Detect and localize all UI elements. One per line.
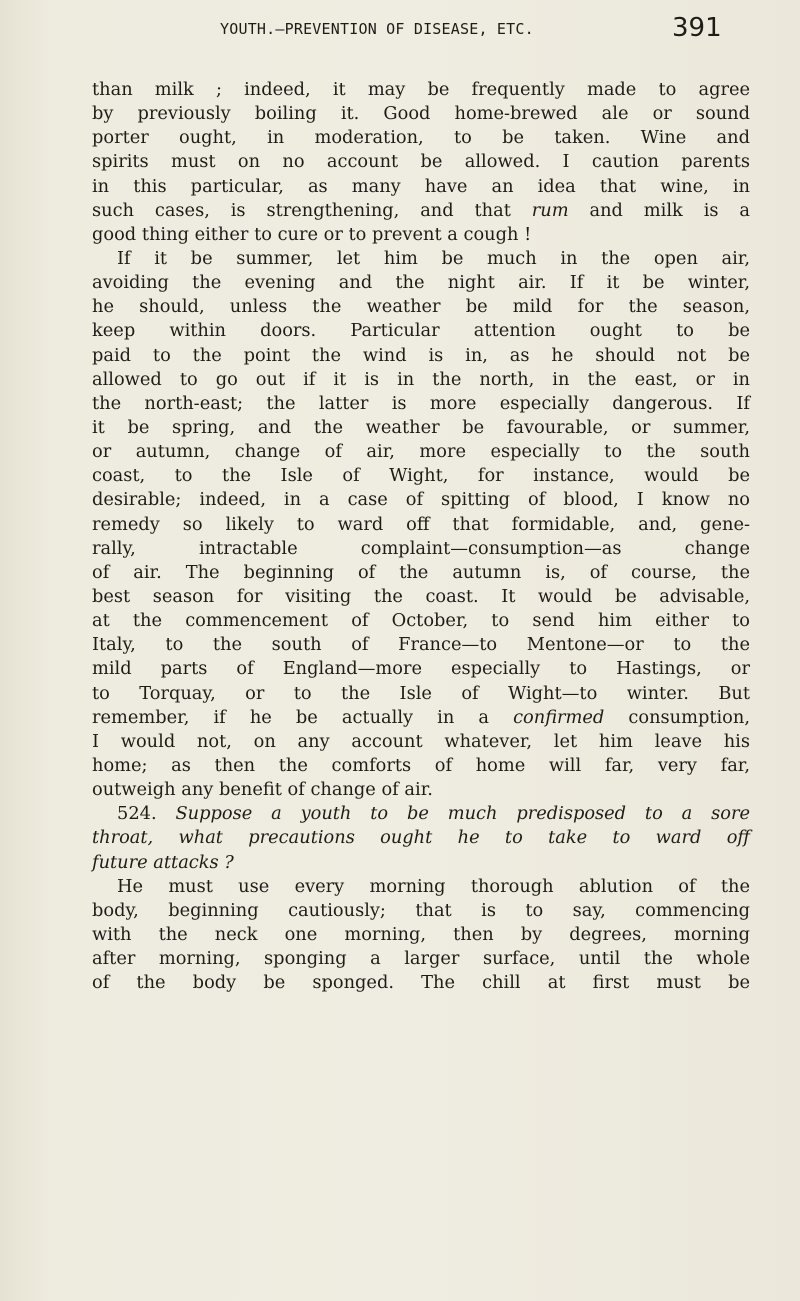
text-line: If it be summer, let him be much in the open air, — [117, 247, 750, 269]
text-line: desirable; indeed, in a case of spitting of blood, I know no — [92, 489, 750, 511]
italic-text-run: confirmed — [513, 706, 605, 728]
text-line: of the body be sponged. The chill at first must be — [92, 972, 750, 994]
text-line — [92, 199, 750, 223]
text-line: after morning, sponging a larger surface, until the whole — [92, 948, 750, 970]
italic-text-run: future attacks ? — [92, 851, 234, 873]
text-line: remedy so likely to ward off that formidable, and, gene- — [92, 513, 750, 535]
text-run: and milk is a — [568, 199, 750, 221]
text-line: or autumn, change of air, more especially to the south — [92, 441, 750, 463]
italic-text-run: throat, what precautions ought he to take to ward off — [92, 827, 750, 849]
text-line: Italy, to the south of France—to Mentone—or to the — [92, 634, 750, 656]
text-line: than milk ; indeed, it may be frequently made to agree — [92, 79, 750, 100]
italic-text-run: rum — [531, 199, 569, 221]
text-line: he should, unless the weather be mild for the season, — [92, 296, 750, 318]
text-line: spirits must on no account be allowed. I caution parents — [92, 151, 750, 173]
text-line: body, beginning cautiously; that is to say, commencing — [92, 899, 750, 921]
text-line: porter ought, in moderation, to be taken. Wine and — [92, 127, 750, 149]
text-line: best season for visiting the coast. It would be advisable, — [92, 585, 750, 607]
text-run: remember, if he be actually in a — [92, 706, 514, 728]
text-line: it be spring, and the weather be favourable, or summer, — [92, 416, 750, 438]
text-line: outweigh any benefit of change of air. — [92, 779, 433, 801]
text-line: rally, intractable complaint—consumption—as change — [92, 537, 750, 559]
text-line: the north-east; the latter is more especially dangerous. If — [92, 392, 750, 414]
text-line: allowed to go out if it is in the north, in the east, or in — [92, 368, 750, 390]
text-line — [92, 851, 750, 875]
body-text — [92, 78, 750, 995]
text-line — [92, 802, 750, 826]
italic-text-run: Suppose a youth to be much predisposed to a sore — [175, 803, 750, 825]
text-run: consumption, — [604, 706, 750, 728]
text-line: He must use every morning thorough ablution of the — [117, 875, 750, 897]
text-line: to Torquay, or to the Isle of Wight—to winter. But — [92, 682, 750, 704]
text-run: such cases, is strengthening, and that — [92, 199, 532, 221]
text-line: avoiding the evening and the night air. If it be winter, — [92, 272, 750, 294]
text-line: paid to the point the wind is in, as he should not be — [92, 344, 750, 366]
text-line: coast, to the Isle of Wight, for instance, would be — [92, 465, 750, 487]
text-line: home; as then the comforts of home will far, very far, — [92, 754, 750, 776]
text-line: mild parts of England—more especially to Hastings, or — [92, 658, 750, 680]
text-line: I would not, on any account whatever, let him leave his — [92, 730, 750, 752]
text-line: at the commencement of October, to send him either to — [92, 610, 750, 632]
text-line: by previously boiling it. Good home-brewed ale or sound — [92, 103, 750, 125]
text-line: of air. The beginning of the autumn is, of course, the — [92, 561, 750, 583]
text-line — [92, 826, 750, 850]
text-line: good thing either to cure or to prevent a cough ! — [92, 223, 532, 245]
text-run: 524. — [117, 803, 176, 825]
text-line: with the neck one morning, then by degrees, morning — [92, 923, 750, 945]
text-line — [92, 706, 750, 730]
text-line: keep within doors. Particular attention ought to be — [92, 320, 750, 342]
text-line: in this particular, as many have an idea that wine, in — [92, 175, 750, 197]
page-number: 391 — [672, 13, 722, 43]
running-head: YOUTH.—PREVENTION OF DISEASE, ETC. — [220, 20, 534, 38]
